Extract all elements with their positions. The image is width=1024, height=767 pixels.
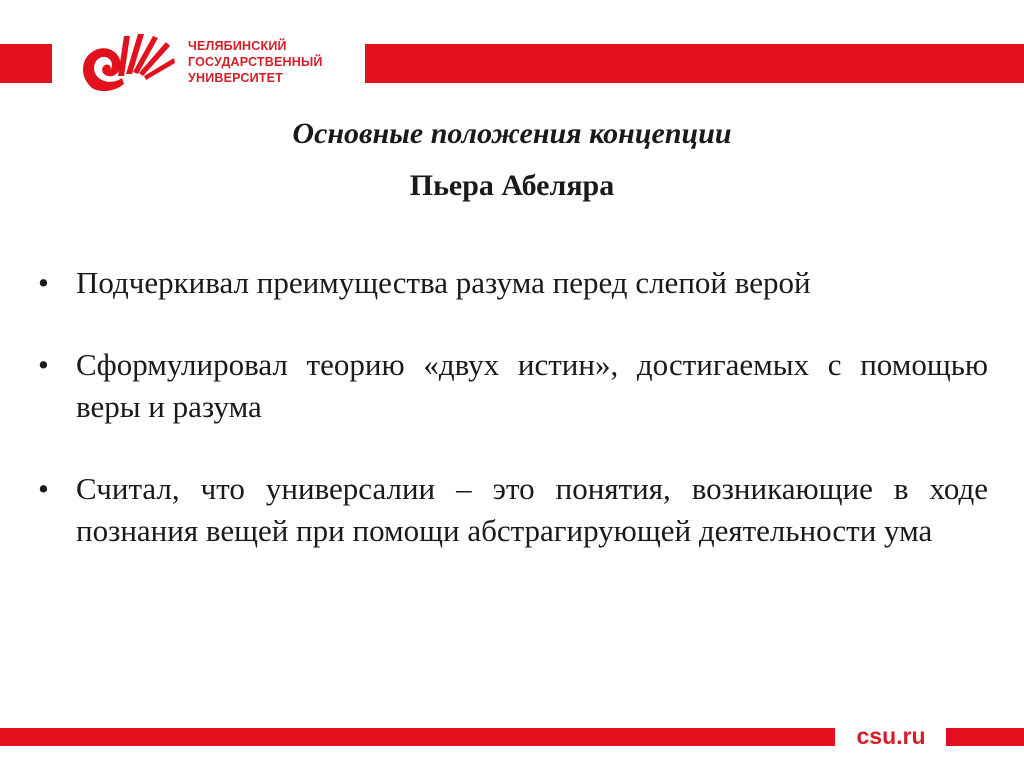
bullet-dot-icon: • xyxy=(38,471,49,506)
university-name-line-2: ГОСУДАРСТВЕННЫЙ xyxy=(188,55,323,69)
slide-title-line-1: Основные положения концепции xyxy=(292,117,732,150)
site-link[interactable]: csu.ru xyxy=(856,723,926,749)
csu-spiral-logo-icon xyxy=(78,30,176,96)
bullet-text: Сформулировал теорию «двух истин», достигаемых с помощью веры и разума xyxy=(76,347,988,424)
university-name xyxy=(188,38,348,86)
bullet-dot-icon: • xyxy=(38,265,49,300)
bullet-list xyxy=(38,262,988,592)
university-name-line-3: УНИВЕРСИТЕТ xyxy=(188,71,283,85)
slide-title-line-2: Пьера Абеляра xyxy=(409,169,615,202)
bullet-item xyxy=(38,344,988,428)
header-bar-right xyxy=(365,44,1024,83)
bullet-text: Подчеркивал преимущества разума перед слепой верой xyxy=(76,265,811,300)
footer-bar-right xyxy=(946,728,1024,746)
university-name-line-1: ЧЕЛЯБИНСКИЙ xyxy=(188,39,287,53)
bullet-text: Считал, что универсалии – это понятия, возникающие в ходе познания вещей при помощи абстрагирующей деятельности ума xyxy=(76,471,988,548)
footer-bar-left xyxy=(0,728,835,746)
header-bar-left xyxy=(0,44,52,83)
bullet-dot-icon: • xyxy=(38,347,49,382)
bullet-item xyxy=(38,468,988,552)
bullet-item xyxy=(38,262,988,304)
